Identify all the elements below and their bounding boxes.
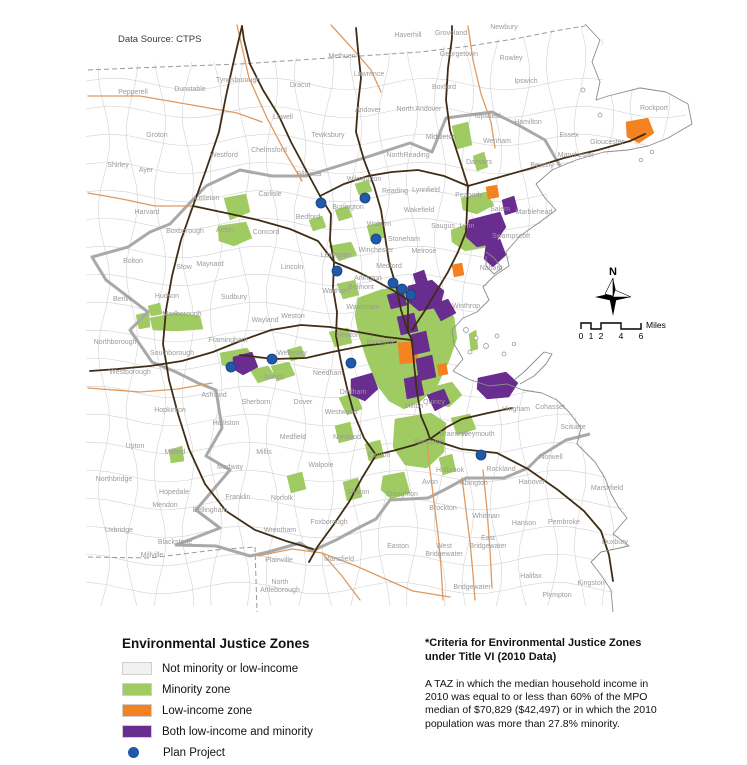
town-label: Upton xyxy=(125,443,145,450)
town-boundary xyxy=(295,26,307,606)
town-label: Lincoln xyxy=(280,264,304,271)
island xyxy=(639,158,643,162)
island xyxy=(495,334,499,338)
town-boundary xyxy=(86,106,686,118)
town-label: Hamilton xyxy=(514,119,542,126)
town-label: Berlin xyxy=(113,296,131,303)
town-label: Dracut xyxy=(289,82,311,89)
state-border xyxy=(88,26,585,70)
town-label: Topsfield xyxy=(473,113,501,120)
town-label: Mansfield xyxy=(324,556,354,563)
island xyxy=(598,113,602,117)
town-label: Hudson xyxy=(154,293,180,300)
town-boundary xyxy=(86,190,686,202)
town-label: Hanover xyxy=(518,479,546,486)
town-label: Chelmsford xyxy=(251,147,287,154)
town-label: Ipswich xyxy=(514,78,538,85)
minority-zone xyxy=(355,180,372,195)
minority-zone xyxy=(148,303,162,316)
town-label: Braintree xyxy=(439,431,469,438)
low-income-zone xyxy=(452,263,464,277)
minority-zone xyxy=(335,422,354,443)
town-boundary xyxy=(574,26,586,606)
highway-secondary xyxy=(88,383,212,392)
criteria-heading-line2: under Title VI (2010 Data) xyxy=(425,651,557,664)
town-label: Dunstable xyxy=(174,86,206,93)
town-label: Franklin xyxy=(225,494,251,501)
town-label: Acton xyxy=(216,227,234,234)
town-label: Beverly xyxy=(530,162,554,169)
town-boundary xyxy=(86,78,686,90)
town-label: Tewksbury xyxy=(311,132,345,139)
town-label: Framingham xyxy=(208,337,248,344)
town-boundary xyxy=(98,26,110,606)
scale-tick-label: 2 xyxy=(598,331,604,341)
town-label: Westford xyxy=(210,152,238,159)
town-label: Norwood xyxy=(332,434,362,441)
north-arrow xyxy=(595,266,631,316)
minority-zone xyxy=(469,330,478,351)
town-label: Methuen xyxy=(328,53,356,60)
island xyxy=(581,88,585,92)
highway-major xyxy=(430,439,613,581)
highway-secondary xyxy=(483,470,492,588)
not-minority-swatch xyxy=(122,662,152,675)
town-label: Concord xyxy=(252,229,280,236)
town-label: Hanson xyxy=(511,520,537,527)
town-boundary xyxy=(86,134,686,146)
town-label: Randolph xyxy=(414,439,444,446)
scale-bar xyxy=(579,320,666,341)
legend-item-minority xyxy=(122,679,313,700)
low-income-zone xyxy=(437,363,448,376)
town-label: Sherborn xyxy=(241,399,271,406)
town-boundary xyxy=(602,26,614,606)
highway-major xyxy=(242,26,320,196)
town-label: Waltham xyxy=(322,288,350,295)
minority-zone xyxy=(169,446,184,463)
plan-project-dot xyxy=(346,358,356,368)
town-label: Mendon xyxy=(152,502,178,509)
town-label: Lexington xyxy=(320,252,352,259)
town-label: Newbury xyxy=(490,24,518,31)
town-label: Arlington xyxy=(354,275,382,282)
plan-project-dot xyxy=(226,362,236,372)
town-label: Stow xyxy=(176,264,192,271)
town-label: Lynn xyxy=(459,223,475,230)
town-label: Kingston xyxy=(577,580,605,587)
minority-zone xyxy=(381,472,410,499)
town-label: Newton xyxy=(336,332,360,339)
scale-tick-label: 6 xyxy=(638,331,644,341)
town-label: Needham xyxy=(312,370,344,377)
town-label: Littleton xyxy=(194,195,220,202)
minority-zone xyxy=(335,206,352,221)
north-arrow-facet xyxy=(605,278,613,296)
town-label: Bedford xyxy=(295,214,321,221)
town-label: Sudbury xyxy=(220,294,248,301)
town-label: NorthReading xyxy=(386,152,430,159)
town-label: Lawrence xyxy=(353,71,385,78)
low-income-zone xyxy=(486,185,499,199)
town-label: Weymouth xyxy=(461,431,495,438)
scale-tick-label: 0 xyxy=(578,331,584,341)
island xyxy=(468,350,472,354)
highway-major xyxy=(446,26,468,186)
town-boundary xyxy=(86,554,686,566)
legend-item-label: Low-income zone xyxy=(162,704,253,717)
town-label: Hingham xyxy=(501,406,531,413)
town-label: Dedham xyxy=(339,389,367,396)
town-label: Milford xyxy=(164,449,186,456)
legend-item-not-minority xyxy=(122,658,313,679)
town-label: North Attleborough xyxy=(260,579,300,594)
town-label: Rockland xyxy=(486,466,516,473)
low-income-swatch xyxy=(122,704,152,717)
town-label: Winchester xyxy=(358,247,394,254)
town-label: Blackstone xyxy=(157,539,193,546)
town-label: Halifax xyxy=(520,573,542,580)
town-label: Groveland xyxy=(434,30,468,37)
town-label: Woburn xyxy=(366,221,392,228)
plan-project-dot xyxy=(332,266,342,276)
legend-item-label: Not minority or low-income xyxy=(162,662,299,675)
town-label: Cohasset xyxy=(535,404,565,411)
town-label: Saugus xyxy=(431,223,455,230)
town-label: Abington xyxy=(460,480,488,487)
island xyxy=(474,336,478,340)
town-label: Dover xyxy=(293,399,313,406)
town-boundary xyxy=(86,582,686,594)
town-label: Melrose xyxy=(411,248,437,255)
state-border xyxy=(255,547,257,612)
town-label: Groton xyxy=(146,132,168,139)
town-label: Essex xyxy=(559,132,579,139)
town-label: Whitman xyxy=(472,513,500,520)
both-zone xyxy=(502,196,518,215)
data-source-note: Data Source: CTPS xyxy=(118,34,202,45)
legend-item-label: Both low-income and minority xyxy=(162,725,313,738)
town-label: North Andover xyxy=(396,106,442,113)
minority-zone xyxy=(439,454,456,475)
town-label: Maynard xyxy=(196,261,224,268)
island xyxy=(650,150,654,154)
town-label: West Bridgewater xyxy=(425,543,463,558)
town-boundary xyxy=(630,26,642,606)
town-label: Medway xyxy=(216,464,244,471)
town-boundary xyxy=(518,26,530,606)
town-label: Watertown xyxy=(346,304,380,311)
town-label: Marlborough xyxy=(162,311,202,318)
town-label: Northbridge xyxy=(95,476,133,483)
town-label: Natick xyxy=(264,374,284,381)
highway-major xyxy=(309,455,376,562)
town-boundary xyxy=(210,26,222,606)
town-label: Ayer xyxy=(138,167,154,174)
town-label: Millis xyxy=(256,449,272,456)
town-label: Swampscott xyxy=(491,233,531,240)
town-label: Rockport xyxy=(639,105,669,112)
minority-zone xyxy=(287,472,306,493)
town-boundary xyxy=(238,26,250,606)
legend-item-low-income xyxy=(122,700,313,721)
town-label: Canton xyxy=(367,452,391,459)
town-label: Danvers xyxy=(465,159,493,166)
town-label: Foxborough xyxy=(310,519,348,526)
town-label: Southborough xyxy=(150,350,194,357)
town-label: Pepperell xyxy=(118,89,148,96)
town-label: Bridgewater xyxy=(453,584,491,591)
north-label: N xyxy=(609,266,617,278)
town-label: Brockton xyxy=(429,505,457,512)
plan-project-dot xyxy=(316,198,326,208)
town-boundary xyxy=(86,526,686,538)
legend-item-label: Plan Project xyxy=(163,746,226,759)
town-label: Duxbury xyxy=(601,539,629,546)
minority-zone xyxy=(473,152,488,171)
town-label: Rowley xyxy=(499,55,523,62)
town-label: Hopkinton xyxy=(154,407,186,414)
plan-project-dot xyxy=(397,284,407,294)
town-label: Plympton xyxy=(542,592,572,599)
town-boundary xyxy=(546,26,558,606)
north-arrow-facet-2 xyxy=(613,290,631,297)
town-boundary xyxy=(86,414,686,426)
minority-zone xyxy=(218,222,252,246)
town-label: Peabody xyxy=(455,192,483,199)
town-label: Salem xyxy=(490,206,510,213)
island xyxy=(502,352,506,356)
town-label: Stoneham xyxy=(388,236,420,243)
town-label: Wayland xyxy=(251,317,279,324)
scale-unit-label: Miles xyxy=(646,320,666,330)
town-label: Harvard xyxy=(134,209,160,216)
town-label: Stoughton xyxy=(386,491,418,498)
plan-project-dot xyxy=(371,234,381,244)
town-label: Boxford xyxy=(431,84,457,91)
criteria-heading-line1: *Criteria for Environmental Justice Zones xyxy=(425,637,642,649)
town-label: Sharon xyxy=(346,489,370,496)
town-label: Northborough xyxy=(93,339,137,346)
town-label: Marshfield xyxy=(590,485,624,492)
scale-tick-label: 4 xyxy=(618,331,624,341)
town-label: Belmont xyxy=(348,284,374,291)
town-label: Lynnfield xyxy=(412,187,440,194)
town-label: Wellesley xyxy=(277,350,307,357)
town-label: Haverhill xyxy=(394,32,422,39)
town-label: Shirley xyxy=(107,162,129,169)
town-label: Reading xyxy=(381,188,409,195)
town-label: Westborough xyxy=(109,369,151,376)
town-label: Wrentham xyxy=(263,527,297,534)
criteria-note xyxy=(425,636,725,731)
scale-tick-labels xyxy=(579,331,644,341)
town-label: Avon xyxy=(422,479,438,486)
plan-project-dot xyxy=(406,290,416,300)
scale-tick-label: 1 xyxy=(588,331,594,341)
town-label: Andover xyxy=(354,107,382,114)
legend xyxy=(122,636,313,763)
highway-secondary xyxy=(462,478,475,600)
coastline xyxy=(514,352,552,384)
town-label: Holbrook xyxy=(435,467,465,474)
criteria-body: A TAZ in which the median household income in 2010 was equal to or less than 60% of the MPO median of $70,829 ($42,497) or in which the 2010 population was more than 27.8% minority. xyxy=(425,677,657,730)
town-label: Brookline xyxy=(366,339,396,346)
town-boundary xyxy=(322,26,334,606)
town-label: Hopedale xyxy=(159,489,189,496)
town-label: Easton xyxy=(387,543,409,550)
town-label: Plainville xyxy=(265,557,293,564)
plan-project-dot xyxy=(388,278,398,288)
minority-zone xyxy=(337,280,359,299)
town-label: Gloucester xyxy=(590,139,624,146)
scale-bar-line xyxy=(581,323,641,329)
minority-swatch xyxy=(122,683,152,696)
town-label: Norfolk xyxy=(270,495,294,502)
town-label: Milton xyxy=(404,403,424,410)
town-label: Carlisle xyxy=(258,191,282,198)
town-label: Nahant xyxy=(479,265,503,272)
legend-title: Environmental Justice Zones xyxy=(122,636,310,651)
legend-item-plan-project xyxy=(122,742,313,763)
town-label: Wenham xyxy=(483,138,511,145)
highway-secondary xyxy=(88,96,262,122)
town-label: Uxbridge xyxy=(104,527,134,534)
town-label: Ashland xyxy=(201,392,227,399)
plan-project-dot xyxy=(360,193,370,203)
legend-item-label: Minority zone xyxy=(162,683,231,696)
both-swatch xyxy=(122,725,152,738)
town-label: Billerica xyxy=(296,171,322,178)
town-label: Wakefield xyxy=(403,207,435,214)
plan-project-dot xyxy=(476,450,486,460)
minority-zone xyxy=(271,362,295,381)
town-label: Medford xyxy=(376,263,402,270)
town-label: Winthrop xyxy=(451,303,481,310)
town-label: Walpole xyxy=(308,462,334,469)
town-label: Burlington xyxy=(332,204,364,211)
criteria-heading xyxy=(425,636,725,665)
minority-zone xyxy=(150,313,203,331)
town-label: Scituate xyxy=(560,424,586,431)
town-label: Middleton xyxy=(425,134,457,141)
town-label: Norwell xyxy=(539,454,563,461)
town-label: Bolton xyxy=(123,258,143,265)
town-label: Georgetown xyxy=(439,51,479,58)
town-label: Bellingham xyxy=(192,507,228,514)
legend-item-both xyxy=(122,721,313,742)
town-label: Tyngsborough xyxy=(215,77,261,84)
town-label: Lowell xyxy=(273,114,293,121)
town-label: Holliston xyxy=(212,420,240,427)
island xyxy=(484,344,489,349)
plan-project-dot-swatch xyxy=(128,747,139,758)
town-label: Marblehead xyxy=(515,209,553,216)
town-label: Millville xyxy=(140,552,164,559)
town-label: Westwood xyxy=(324,409,358,416)
town-boundary xyxy=(86,274,686,286)
low-income-zone xyxy=(626,118,654,143)
plan-project-dot xyxy=(267,354,277,364)
town-label: Medfield xyxy=(279,434,307,441)
town-label: East Bridgewater xyxy=(469,535,507,550)
island xyxy=(464,328,469,333)
town-label: Quincy xyxy=(423,399,445,406)
town-label: Pembroke xyxy=(548,519,580,526)
town-boundary xyxy=(658,26,670,606)
town-label: Weston xyxy=(281,313,305,320)
minority-zone xyxy=(393,413,446,468)
island xyxy=(512,342,516,346)
town-label: Wilmington xyxy=(346,176,382,183)
town-label: Manchester xyxy=(557,152,595,159)
town-label: Boxborough xyxy=(166,228,204,235)
